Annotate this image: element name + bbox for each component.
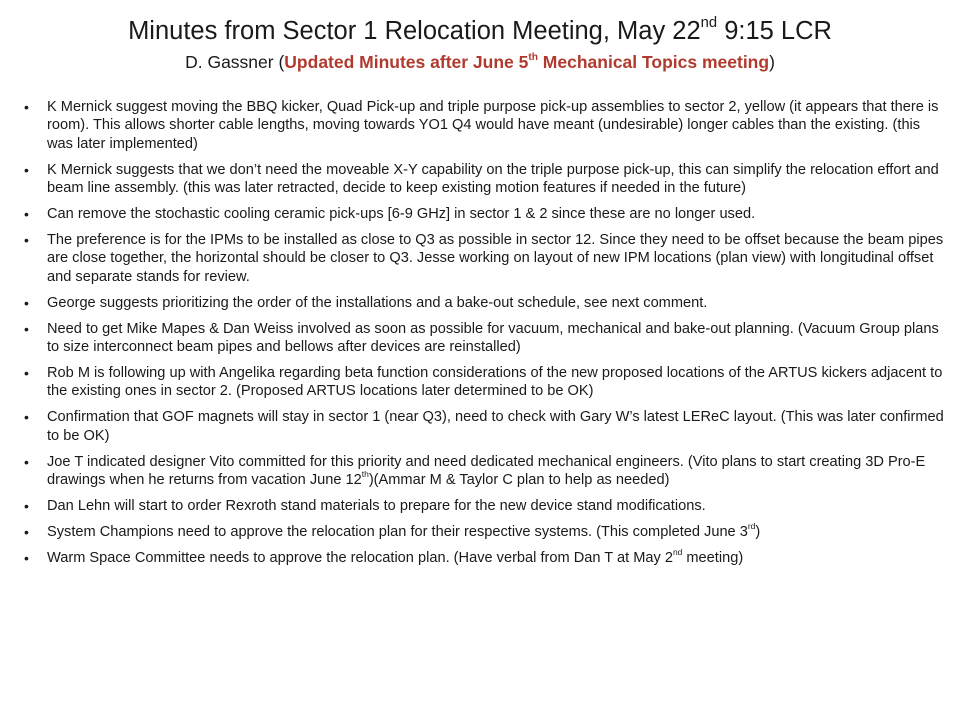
bullet-text-main: Confirmation that GOF magnets will stay in sector 1 (near Q3), need to check with Gary W’s latest LEReC layout. (This was later confirmed to be OK)	[47, 409, 944, 444]
bullet-dot-icon: •	[24, 231, 29, 248]
bullet-text-main: The preference is for the IPMs to be installed as close to Q3 as possible in sector 12. Since they need to be offset because the beam pipes are close together, the horizontal should be closer to Q3. Jesse working on layout of new IPM locations (plan view) with longitudinal offset and separate stands for review.	[47, 231, 944, 285]
list-item	[24, 161, 948, 198]
bullet-text-main: Joe T indicated designer Vito committed for this priority and need dedicated mechanical engineers. (Vito plans to start creating 3D Pro-E drawings when he returns from vacation June 12	[47, 453, 926, 488]
subtitle-close-paren: )	[769, 52, 775, 72]
bullet-superscript: th	[361, 468, 369, 479]
list-item	[24, 205, 948, 223]
list-item	[24, 320, 948, 357]
bullet-list	[24, 98, 948, 575]
bullet-text-main: George suggests prioritizing the order of the installations and a bake-out schedule, see next comment.	[47, 294, 708, 311]
bullet-text	[47, 232, 943, 285]
list-item	[24, 231, 948, 286]
subtitle	[20, 50, 940, 74]
bullet-text-main: Rob M is following up with Angelika regarding beta function considerations of the new proposed locations of the ARTUS kickers adjacent to the existing ones in sector 2. (Proposed ARTUS locations later determined to be OK)	[47, 364, 943, 400]
bullet-text-main: K Mernick suggests that we don’t need the moveable X-Y capability on the triple purpose pick-up, this can simplify the relocation effort and beam line assembly. (this was later retracted, decide to keep existing motion features if needed in the future)	[47, 161, 939, 197]
bullet-text-after: )(Ammar M & Taylor C plan to help as needed)	[368, 471, 670, 488]
list-item	[24, 408, 948, 445]
author-name: D. Gassner	[185, 52, 274, 72]
bullet-dot-icon: •	[24, 320, 29, 337]
bullet-text	[47, 295, 707, 311]
bullet-text	[47, 162, 939, 196]
bullet-text-main: Warm Space Committee needs to approve the relocation plan. (Have verbal from Dan T at May 2	[47, 549, 673, 566]
bullet-dot-icon: •	[24, 497, 29, 514]
bullet-dot-icon: •	[24, 364, 29, 381]
update-note-superscript: th	[528, 51, 538, 63]
title-text-after: 9:15 LCR	[717, 17, 832, 45]
bullet-dot-icon: •	[24, 294, 29, 311]
bullet-text	[47, 365, 942, 399]
list-item	[24, 98, 948, 153]
bullet-text-after: meeting)	[682, 549, 744, 566]
list-item	[24, 364, 948, 401]
bullet-superscript: nd	[672, 546, 683, 557]
bullet-dot-icon: •	[24, 523, 29, 540]
bullet-dot-icon: •	[24, 161, 29, 178]
bullet-text	[47, 99, 938, 152]
bullet-text-main: Need to get Mike Mapes & Dan Weiss involved as soon as possible for vacuum, mechanical and bake-out planning. (Vacuum Group plans to size interconnect beam pipes and bellows after devices are reinstalled)	[47, 320, 939, 355]
bullet-dot-icon: •	[24, 549, 29, 566]
bullet-text	[47, 498, 706, 514]
page-title	[20, 14, 940, 48]
update-note-text: Updated Minutes after June 5	[284, 52, 529, 72]
bullet-text-main: Can remove the stochastic cooling ceramic pick-ups [6-9 GHz] in sector 1 & 2 since these are no longer used.	[47, 206, 756, 223]
bullet-dot-icon: •	[24, 99, 29, 115]
list-item	[24, 520, 948, 541]
bullet-superscript: rd	[747, 520, 756, 531]
bullet-dot-icon: •	[24, 206, 29, 223]
bullet-text-after: )	[755, 523, 761, 540]
bullet-dot-icon: •	[24, 409, 29, 426]
bullet-text	[47, 409, 944, 443]
bullet-dot-icon: •	[24, 453, 29, 470]
bullet-text	[47, 321, 939, 355]
list-item	[24, 294, 948, 312]
title-block	[20, 14, 940, 74]
bullet-text-main: System Champions need to approve the relocation plan for their respective systems. (This completed June 3	[47, 523, 748, 540]
bullet-text	[47, 454, 925, 488]
update-note-text-after: Mechanical Topics meeting	[537, 52, 770, 72]
bullet-text-main: Dan Lehn will start to order Rexroth stand materials to prepare for the new device stand modifications.	[47, 497, 706, 514]
update-note	[284, 52, 769, 72]
list-item	[24, 546, 948, 567]
bullet-text-main: K Mernick suggest moving the BBQ kicker, Quad Pick-up and triple purpose pick-up assemblies to sector 2, yellow (it appears that there is room). This allows shorter cable lengths, moving towards YO1 Q4 would have meant (undesirable) longer cables than the existing. (this was later implemented)	[47, 99, 939, 152]
bullet-text	[47, 520, 761, 540]
list-item	[24, 453, 948, 490]
bullet-text	[47, 546, 744, 566]
title-text: Minutes from Sector 1 Relocation Meeting, May 22	[128, 17, 701, 45]
title-superscript: nd	[700, 15, 718, 32]
list-item	[24, 497, 948, 515]
bullet-text	[47, 206, 755, 222]
subtitle-open-paren: (	[273, 52, 285, 72]
